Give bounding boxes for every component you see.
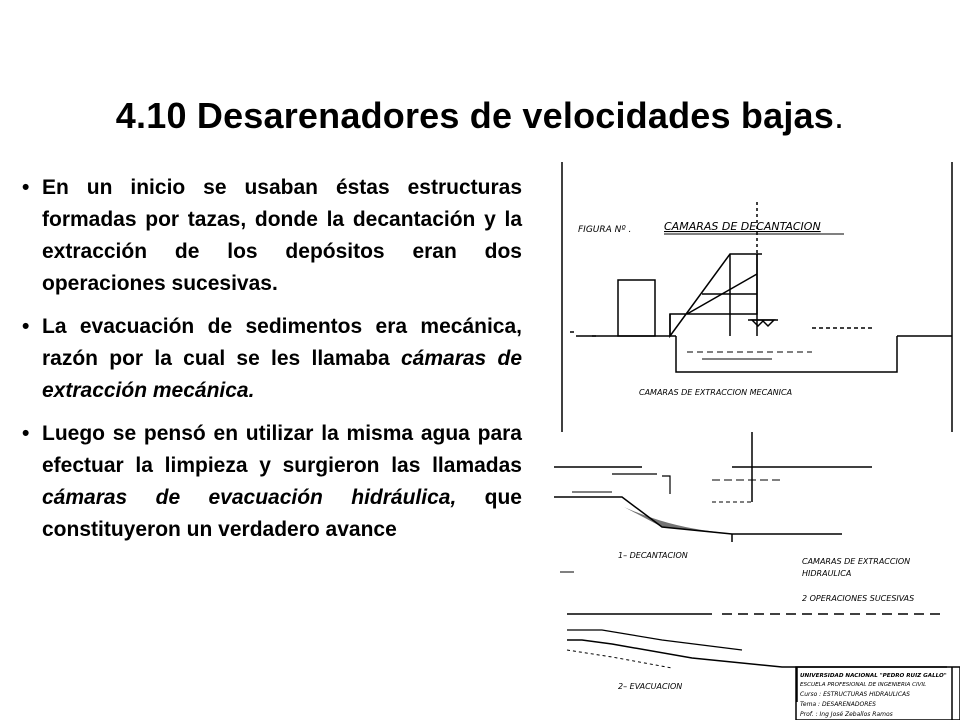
caption-operaciones: 2 OPERACIONES SUCESIVAS [802, 594, 915, 603]
pit-outline [576, 336, 952, 372]
figure-drawing [552, 162, 960, 720]
bullet-item: • Luego se pensó en utilizar la misma agua para efectuar la limpieza y surgieron las llamadas cámaras de evacuación hidráulica, que constituyeron un verdadero avance [22, 418, 522, 546]
figure-number-label: FIGURA Nº . [578, 225, 632, 235]
caption-hidraulica-2: HIDRAULICA [802, 569, 852, 578]
slide-title: 4.10 Desarenadores de velocidades bajas. [115, 95, 845, 137]
caption-evacuacion: 2– EVACUACION [618, 682, 683, 691]
caption-mecanica: CAMARAS DE EXTRACCION MECANICA [639, 388, 793, 397]
caption-hidraulica-1: CAMARAS DE EXTRACCION [802, 557, 911, 566]
bullet-list [22, 172, 522, 557]
stair-frame [670, 254, 757, 336]
water-level-icon [752, 320, 774, 326]
titleblock-line: UNIVERSIDAD NACIONAL "PEDRO RUIZ GALLO" [800, 673, 947, 679]
titleblock-line: Curso : ESTRUCTURAS HIDRAULICAS [800, 691, 910, 698]
titleblock-line: ESCUELA PROFESIONAL DE INGENIERIA CIVIL [800, 682, 927, 688]
channel-bed-1 [554, 497, 842, 534]
bullet-item: • La evacuación de sedimentos era mecánica, razón por la cual se les llamaba cámaras de extracción mecánica. [22, 311, 522, 407]
channel-bed-2 [567, 640, 947, 667]
bullet-item: • En un inicio se usaban éstas estructuras formadas por tazas, donde la decantación y la extracción de los depósitos eran dos operaciones sucesivas. [22, 172, 522, 300]
settling-chambers-figure [552, 162, 960, 720]
titleblock-line: Tema : DESARENADORES [800, 701, 876, 708]
support-block [618, 280, 655, 336]
figure-heading: CAMARAS DE DECANTACION [664, 220, 821, 233]
caption-decantacion: 1– DECANTACION [618, 551, 688, 560]
titleblock-line: Prof. : Ing José Zeballos Ramos [800, 711, 893, 718]
